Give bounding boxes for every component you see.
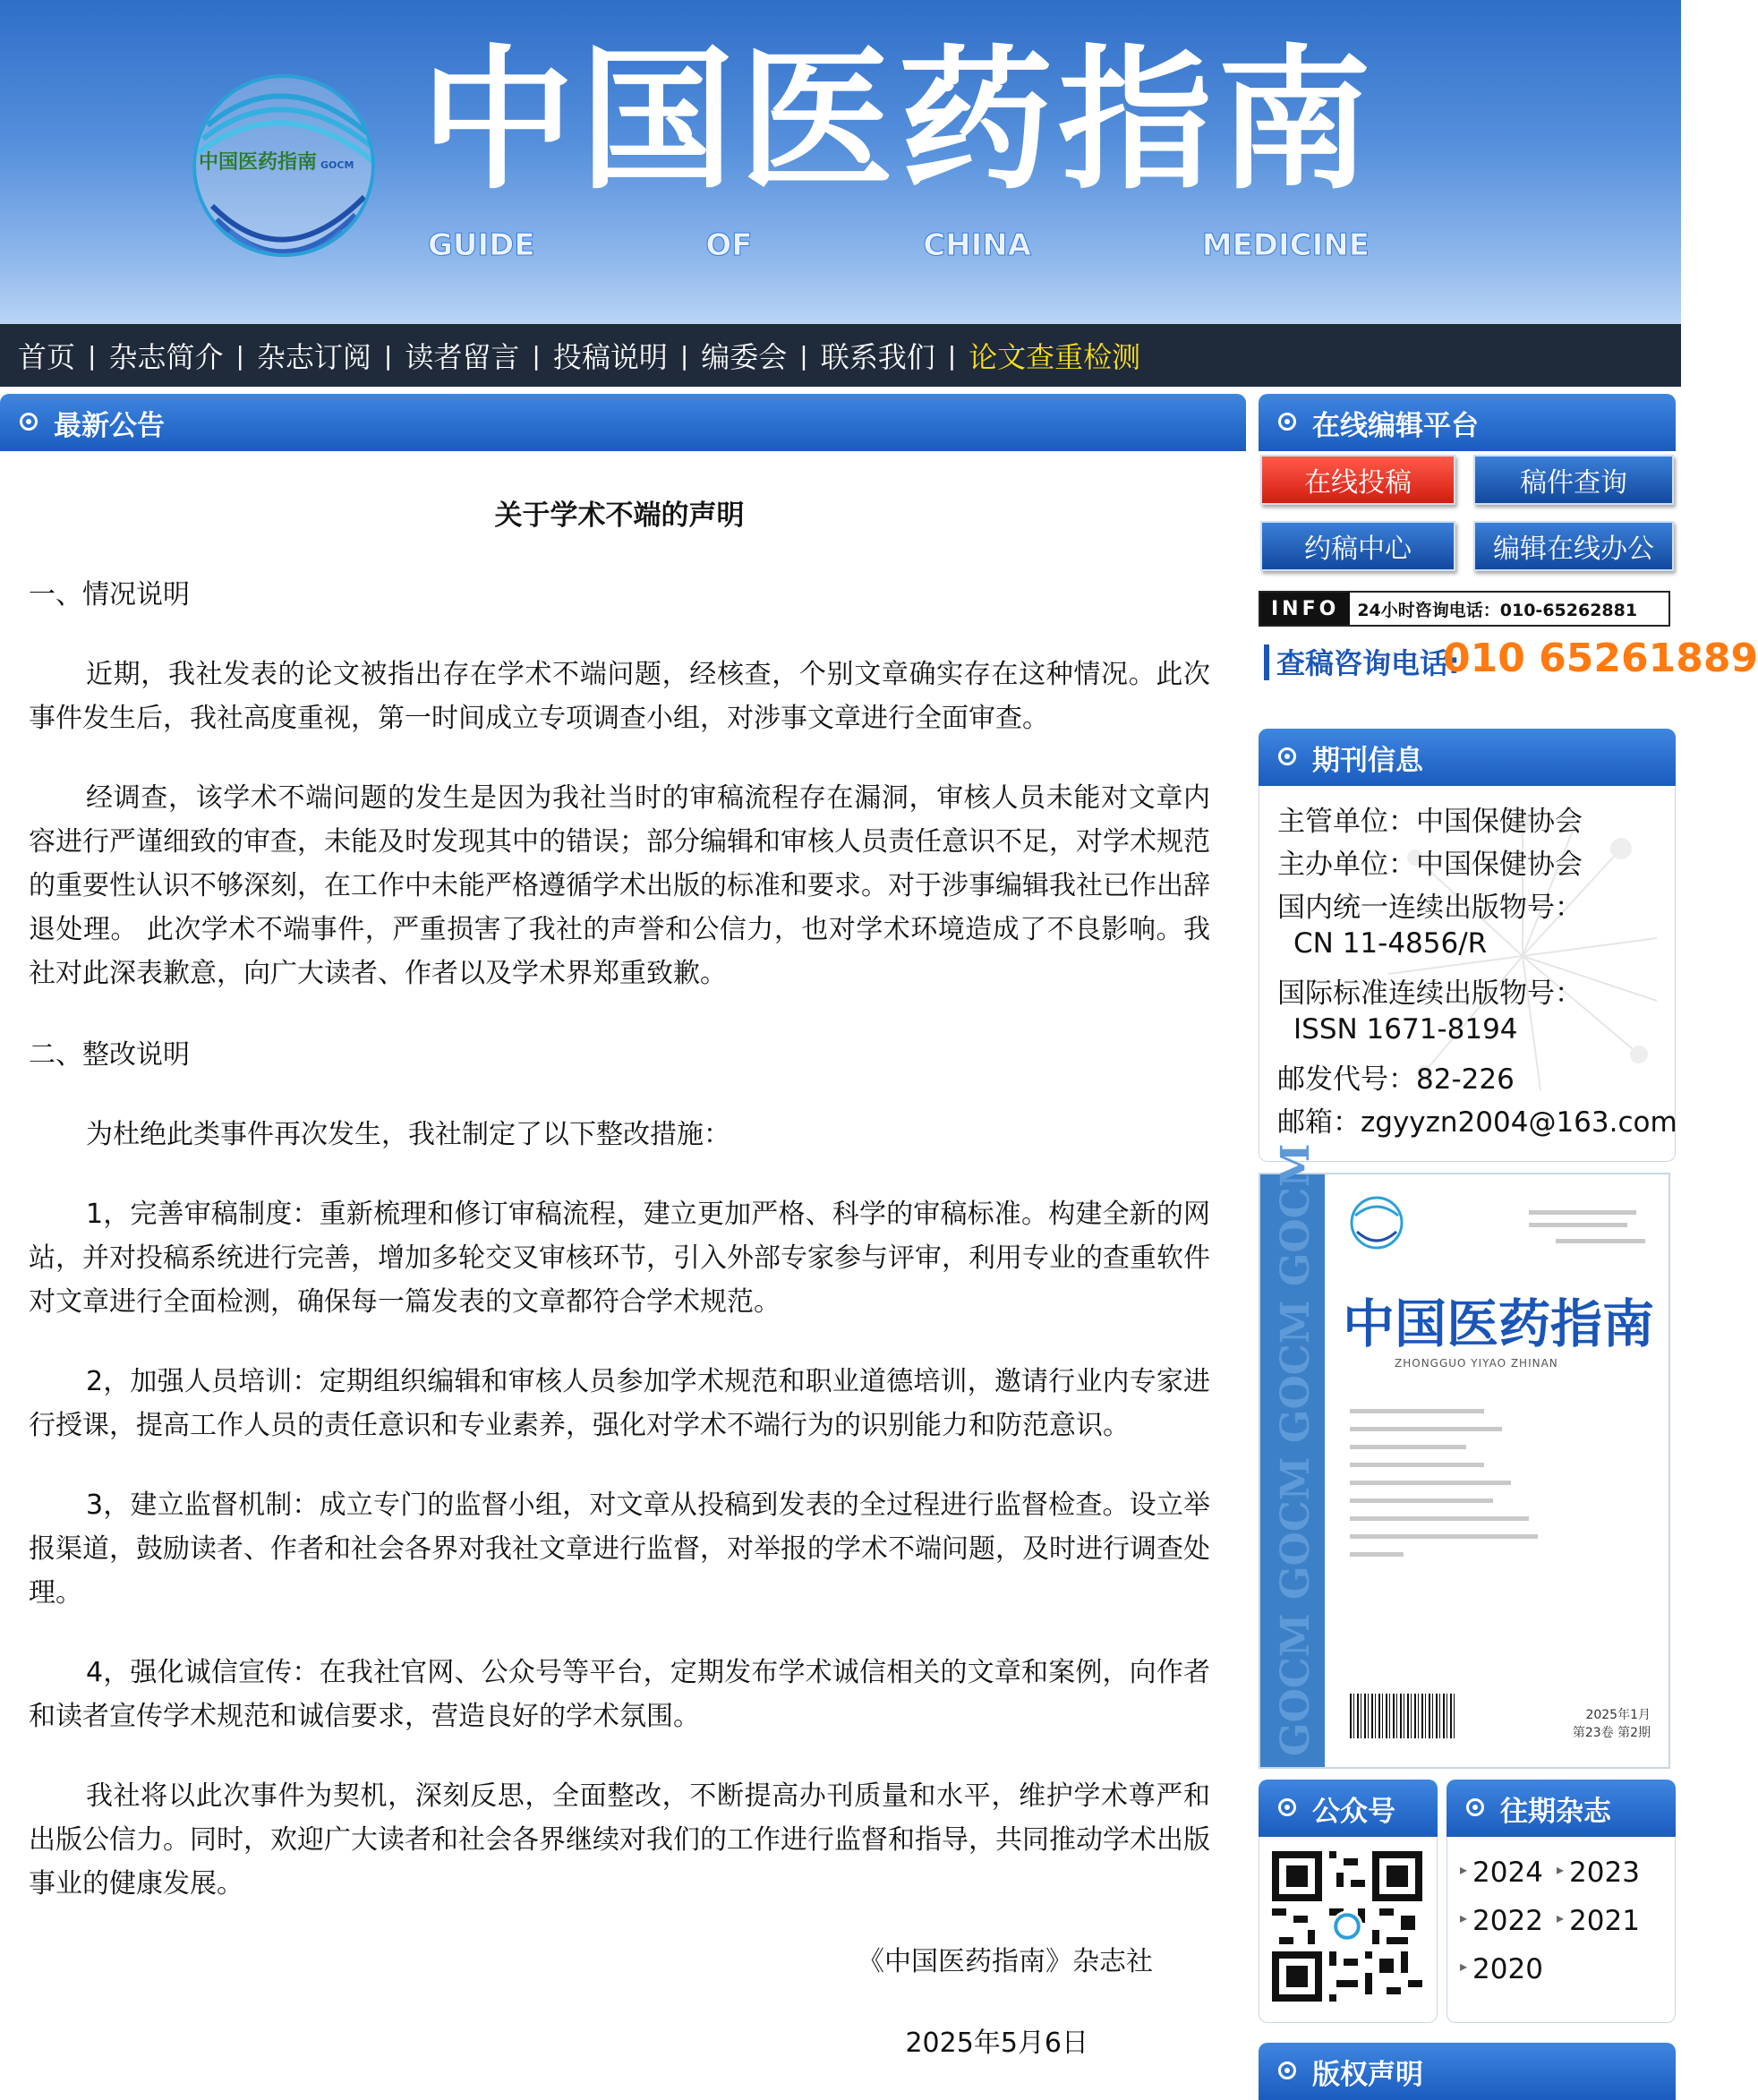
section-heading: 一、情况说明	[29, 579, 190, 610]
archive-year-link[interactable]: ▸ 2024	[1460, 1857, 1543, 1889]
nav-separator: |	[532, 340, 541, 371]
hotline-text: 24小时咨询电话：010-65262881	[1357, 600, 1638, 620]
cover-text-line	[1529, 1223, 1627, 1227]
online-submit-button[interactable]: 在线投稿	[1260, 455, 1455, 505]
nav-separator: |	[799, 340, 808, 371]
cover-text-line	[1529, 1210, 1636, 1215]
bullet-circle-icon	[1278, 413, 1296, 431]
cover-issue-date: 2025年1月	[1585, 1708, 1651, 1722]
nav-messages[interactable]: 读者留言	[405, 340, 520, 374]
cover-text-line	[1350, 1427, 1502, 1431]
journal-info-panel	[1259, 786, 1676, 1162]
bullet-circle-icon	[1278, 1798, 1296, 1816]
cover-issue	[1573, 1706, 1651, 1742]
article-paragraph: 为杜绝此类事件再次发生，我社制定了以下整改措施：	[86, 1119, 730, 1150]
wechat-qr-panel	[1259, 1837, 1438, 2023]
cover-text-line	[1350, 1463, 1484, 1467]
nav-separator: |	[383, 340, 393, 371]
qr-code-icon	[1272, 1851, 1422, 2002]
nav-home[interactable]: 首页	[18, 340, 76, 374]
wechat-header	[1259, 1780, 1438, 1837]
archive-year-link[interactable]: ▸ 2023	[1557, 1857, 1640, 1889]
bullet-circle-icon	[1278, 2062, 1296, 2079]
article-paragraph: 3，建立监督机制：成立专门的监督小组，对文章从投稿到发表的全过程进行监督检查。设立举报渠道，鼓励读者、作者和社会各界对我社文章进行监督，对举报的学术不端问题，及时进行调查处理。	[29, 1490, 1210, 1609]
journal-info-header	[1259, 729, 1676, 786]
info-cn-label: 国内统一连续出版物号：	[1277, 892, 1583, 924]
nav-submission-guide[interactable]: 投稿说明	[552, 340, 668, 374]
info-postal-code: 邮发代号：82-226	[1277, 1063, 1515, 1096]
section-title: 往期杂志	[1500, 1795, 1611, 1828]
cover-title: 中国医药指南	[1343, 1293, 1655, 1354]
nav-contact[interactable]: 联系我们	[820, 340, 935, 374]
cover-strip-text: GOCM GOCM GOCM GOCM	[1273, 1143, 1318, 1756]
archive-years-panel	[1447, 1837, 1676, 2023]
cover-pinyin: ZHONGGUO YIYAO ZHINAN	[1395, 1357, 1558, 1370]
cover-side-strip	[1260, 1143, 1325, 1767]
query-phone-number: 010 65261889	[1443, 636, 1758, 681]
cover-text-line	[1350, 1552, 1404, 1557]
subtitle-word: CHINA	[923, 227, 1032, 263]
cover-text-line	[1556, 1239, 1645, 1243]
article-paragraph: 近期，我社发表的论文被指出存在学术不端问题，经核查，个别文章确实存在这种情况。此次事件发生后，我社高度重视，第一时间成立专项调查小组，对涉事文章进行全面审查。	[29, 659, 1210, 734]
info-email: 邮箱：zgyyzn2004@163.com	[1277, 1106, 1677, 1139]
article-date: 2025年5月6日	[905, 2027, 1088, 2059]
bullet-circle-icon	[1466, 1798, 1484, 1816]
manuscript-query-button[interactable]: 稿件查询	[1473, 455, 1674, 505]
nav-plagiarism-check[interactable]: 论文查重检测	[969, 340, 1141, 374]
query-phone-label: 查稿咨询电话:	[1276, 646, 1460, 680]
main-nav	[0, 324, 1681, 387]
invited-papers-button[interactable]: 约稿中心	[1260, 521, 1455, 571]
article-paragraph: 我社将以此次事件为契机，深刻反思，全面整改，不断提高办刊质量和水平，维护学术尊严和出版公信力。同时，欢迎广大读者和社会各界继续对我们的工作进行监督和指导，共同推动学术出版事业的健康发展。	[29, 1780, 1210, 1899]
cover-text-line	[1350, 1445, 1466, 1449]
section-title: 最新公告	[54, 409, 165, 442]
site-title: 中国医药指南	[421, 29, 1377, 210]
article-signature: 《中国医药指南》杂志社	[858, 1946, 1153, 1977]
journal-cover-image[interactable]	[1259, 1143, 1670, 1769]
article-paragraph: 4，强化诚信宣传：在我社官网、公众号等平台，定期发布学术诚信相关的文章和案例，向作者和读者宣传学术规范和诚信要求，营造良好的学术氛围。	[29, 1657, 1210, 1732]
section-title: 期刊信息	[1312, 744, 1423, 777]
query-phone-banner	[1259, 636, 1758, 707]
editor-office-button[interactable]: 编辑在线办公	[1473, 521, 1674, 571]
cover-text-line	[1350, 1481, 1511, 1485]
archive-header	[1447, 1780, 1676, 1837]
cover-issue-number: 第23卷 第2期	[1572, 1726, 1651, 1740]
nav-editorial-board[interactable]: 编委会	[701, 340, 788, 374]
bullet-circle-icon	[1278, 747, 1296, 765]
archive-year-link[interactable]: ▸ 2020	[1460, 1953, 1543, 1985]
section-title: 在线编辑平台	[1312, 409, 1479, 442]
article-paragraph: 2，加强人员培训：定期组织编辑和审核人员参加学术规范和职业道德培训，邀请行业内专家进行授课，提高工作人员的责任意识和专业素养，强化对学术不端行为的识别能力和防范意识。	[29, 1366, 1210, 1441]
cover-text-line	[1350, 1516, 1529, 1521]
section-heading: 二、整改说明	[29, 1039, 190, 1071]
section-title: 版权声明	[1312, 2058, 1423, 2091]
article-paragraph: 经调查，该学术不端问题的发生是因为我社当时的审稿流程存在漏洞，审核人员未能对文章内容进行严谨细致的审查，未能及时发现其中的错误；部分编辑和审核人员责任意识不足，对学术规范的重要性认识不够深刻，在工作中未能严格遵循学术出版的标准和要求。对于涉事编辑我社已作出辞退处理。 此次学术不端事件，严重损害了我社的声誉和公信力，也对学术环境造成了不良影响。我社对此深表歉意，向广大读者、作者以及学术界郑重致歉。	[29, 782, 1210, 989]
nav-separator: |	[679, 340, 689, 371]
cover-logo-icon	[1350, 1196, 1404, 1250]
nav-separator: |	[947, 340, 957, 371]
archive-year-link[interactable]: ▸ 2021	[1557, 1905, 1640, 1937]
info-issn-number: ISSN 1671-8194	[1293, 1013, 1518, 1046]
hotline-banner	[1259, 591, 1670, 627]
nav-separator: |	[88, 340, 97, 371]
cover-text-line	[1350, 1498, 1493, 1503]
phone-marker	[1264, 645, 1269, 680]
logo-text: 中国医药指南 GOCM	[199, 151, 354, 174]
archive-year-link[interactable]: ▸ 2022	[1460, 1905, 1543, 1937]
cover-barcode	[1350, 1694, 1457, 1738]
online-platform-header	[1259, 394, 1676, 451]
info-tag: INFO	[1260, 593, 1350, 625]
article-paragraph: 1，完善审稿制度：重新梳理和修订审稿流程，建立更加严格、科学的审稿标准。构建全新的网站，并对投稿系统进行完善，增加多轮交叉审核环节，引入外部专家参与评审，利用专业的查重软件对文章进行全面检测，确保每一篇发表的文章都符合学术规范。	[29, 1199, 1210, 1318]
site-header	[0, 0, 1681, 324]
copyright-header	[1259, 2043, 1676, 2100]
bullet-circle-icon	[20, 413, 38, 431]
subtitle-word: MEDICINE	[1201, 227, 1370, 263]
cover-text-line	[1350, 1409, 1484, 1413]
subtitle-word: GUIDE	[428, 227, 535, 263]
site-subtitle	[428, 227, 1370, 263]
info-issn-label: 国际标准连续出版物号：	[1277, 977, 1583, 1010]
nav-separator: |	[235, 340, 244, 371]
subtitle-word: OF	[705, 227, 753, 263]
info-cn-number: CN 11-4856/R	[1293, 927, 1488, 960]
info-sponsor: 主办单位：中国保健协会	[1277, 849, 1583, 881]
nav-subscribe[interactable]: 杂志订阅	[256, 340, 371, 374]
article-title: 关于学术不端的声明	[494, 499, 745, 532]
latest-notice-header	[0, 394, 1246, 451]
info-supervisor: 主管单位：中国保健协会	[1277, 806, 1583, 838]
cover-text-line	[1350, 1534, 1538, 1539]
notice-article	[29, 465, 1210, 2065]
nav-about[interactable]: 杂志简介	[108, 340, 224, 374]
section-title: 公众号	[1312, 1795, 1395, 1828]
